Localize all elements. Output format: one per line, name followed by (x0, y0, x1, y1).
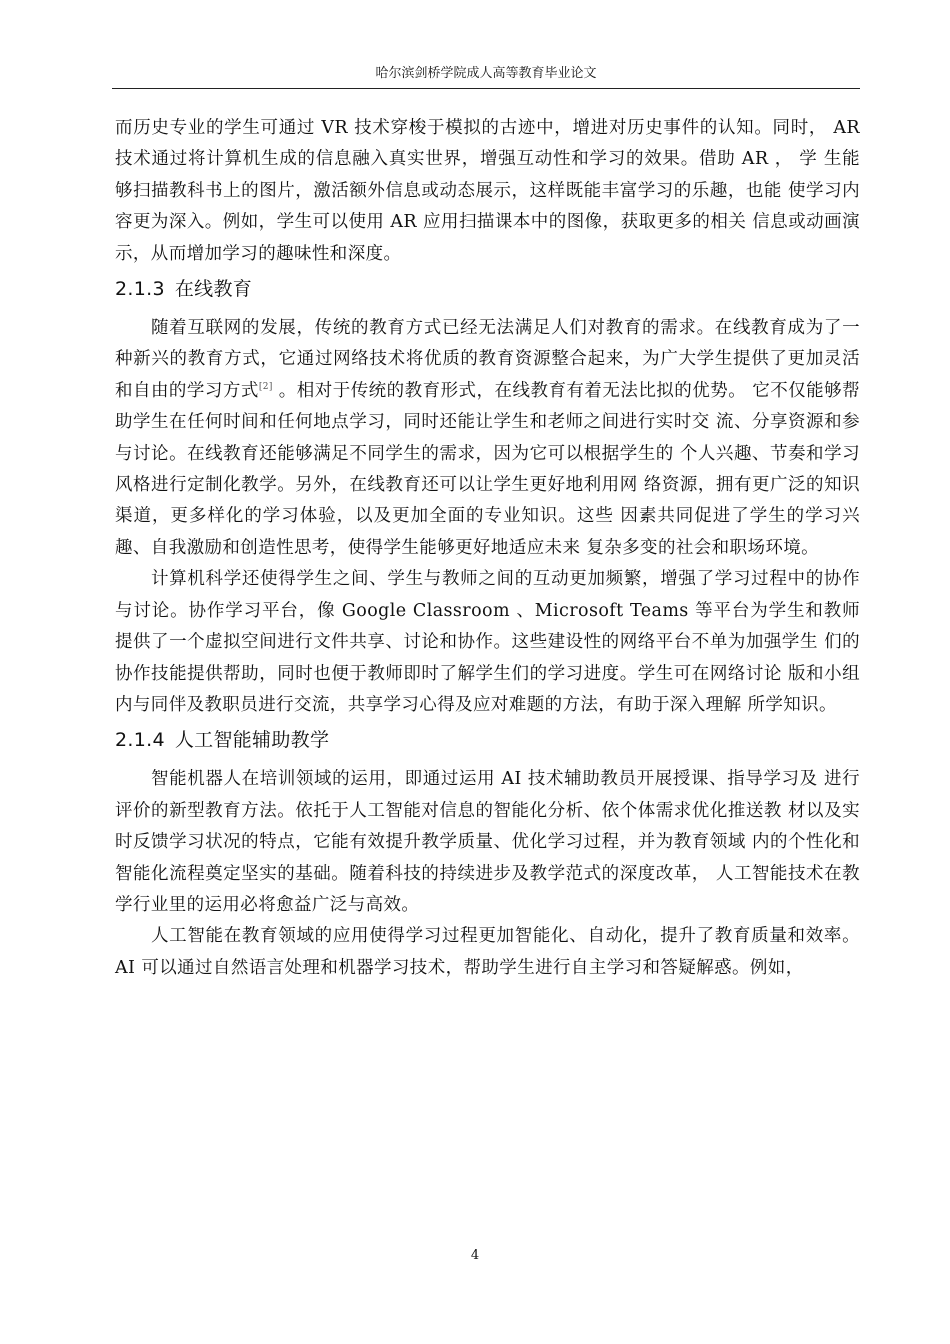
paragraph-text: 随着互联网的发展，传统的教育方式已经无法满足人们对教育的需求。在线教育成为了一种新兴的教育方式，它通过网络技术将优质的教育资源整合起来，为广大学生提供了更加灵活和自由的学习方式 (115, 318, 860, 401)
section-number: 2.1.3 (115, 278, 165, 301)
paragraph-text: 。相对于传统的教育形式，在线教育有着无法比拟的优势。 它不仅能够帮助学生在任何时间和任何地点学习，同时还能让学生和老师之间进行实时交 流、分享资源和参与讨论。在线教育还能够满足不同学生的需求，因为它可以根据学生的 个人兴趣、节奏和学习风格进行定制化教学。另外，在线教育还可以让学生更好地利用网 络资源，拥有更广泛的知识渠道，更多样化的学习体验，以及更加全面的专业知识。这些 因素共同促进了学生的学习兴趣、自我激励和创造性思考，使得学生能够更好地适应未来 复杂多变的社会和职场环境。 (115, 380, 860, 558)
online-education-paragraph-2: 计算机科学还使得学生之间、学生与教师之间的互动更加频繁，增强了学习过程中的协作与讨论。协作学习平台，像 Google Classroom 、Microsoft Teams 等平台为学生和教师 提供了一个虚拟空间进行文件共享、讨论和协作。这些建设性的网络平台不单为加强学生 们的协作技能提供帮助，同时也便于教师即时了解学生们的学习进度。学生可在网络讨论 版和小组内与同伴及教职员进行交流，共享学习心得及应对难题的方法，有助于深入理解 所学知识。 (115, 569, 860, 715)
section-heading-2-1-3 (115, 273, 860, 305)
header-title: 哈尔滨剑桥学院成人高等教育毕业论文 (375, 66, 597, 81)
online-education-paragraph-1 (115, 313, 860, 564)
section-number: 2.1.4 (115, 729, 165, 752)
page-number: 4 (470, 1248, 480, 1263)
section-title: 在线教育 (174, 278, 253, 301)
citation-reference[interactable]: [2] (258, 382, 273, 393)
document-body (115, 113, 860, 984)
page-header (112, 64, 860, 89)
continuation-paragraph: 而历史专业的学生可通过 VR 技术穿梭于模拟的古迹中，增进对历史事件的认知。同时， AR 技术通过将计算机生成的信息融入真实世界，增强互动性和学习的效果。借助 AR ， 学 生能够扫描教科书上的图片，激活额外信息或动态展示，这样既能丰富学习的乐趣，也能 使学习内容更为深入。例如，学生可以使用 AR 应用扫描课本中的图像，获取更多的相关 信息或动画演示，从而增加学习的趣味性和深度。 (115, 118, 860, 264)
section-title: 人工智能辅助教学 (174, 729, 330, 752)
ai-teaching-paragraph-2: 人工智能在教育领域的应用使得学习过程更加智能化、自动化，提升了教育质量和效率。AI 可以通过自然语言处理和机器学习技术，帮助学生进行自主学习和答疑解惑。例如， (115, 926, 860, 978)
section-heading-2-1-4 (115, 724, 860, 756)
ai-teaching-paragraph-1: 智能机器人在培训领域的运用，即通过运用 AI 技术辅助教员开展授课、指导学习及 进行评价的新型教育方法。依托于人工智能对信息的智能化分析、依个体需求优化推送教 材以及实时反馈学习状况的特点，它能有效提升教学质量、优化学习过程，并为教育领域 内的个性化和智能化流程奠定坚实的基础。随着科技的持续进步及教学范式的深度改革， 人工智能技术在教学行业里的运用必将愈益广泛与高效。 (115, 769, 860, 915)
